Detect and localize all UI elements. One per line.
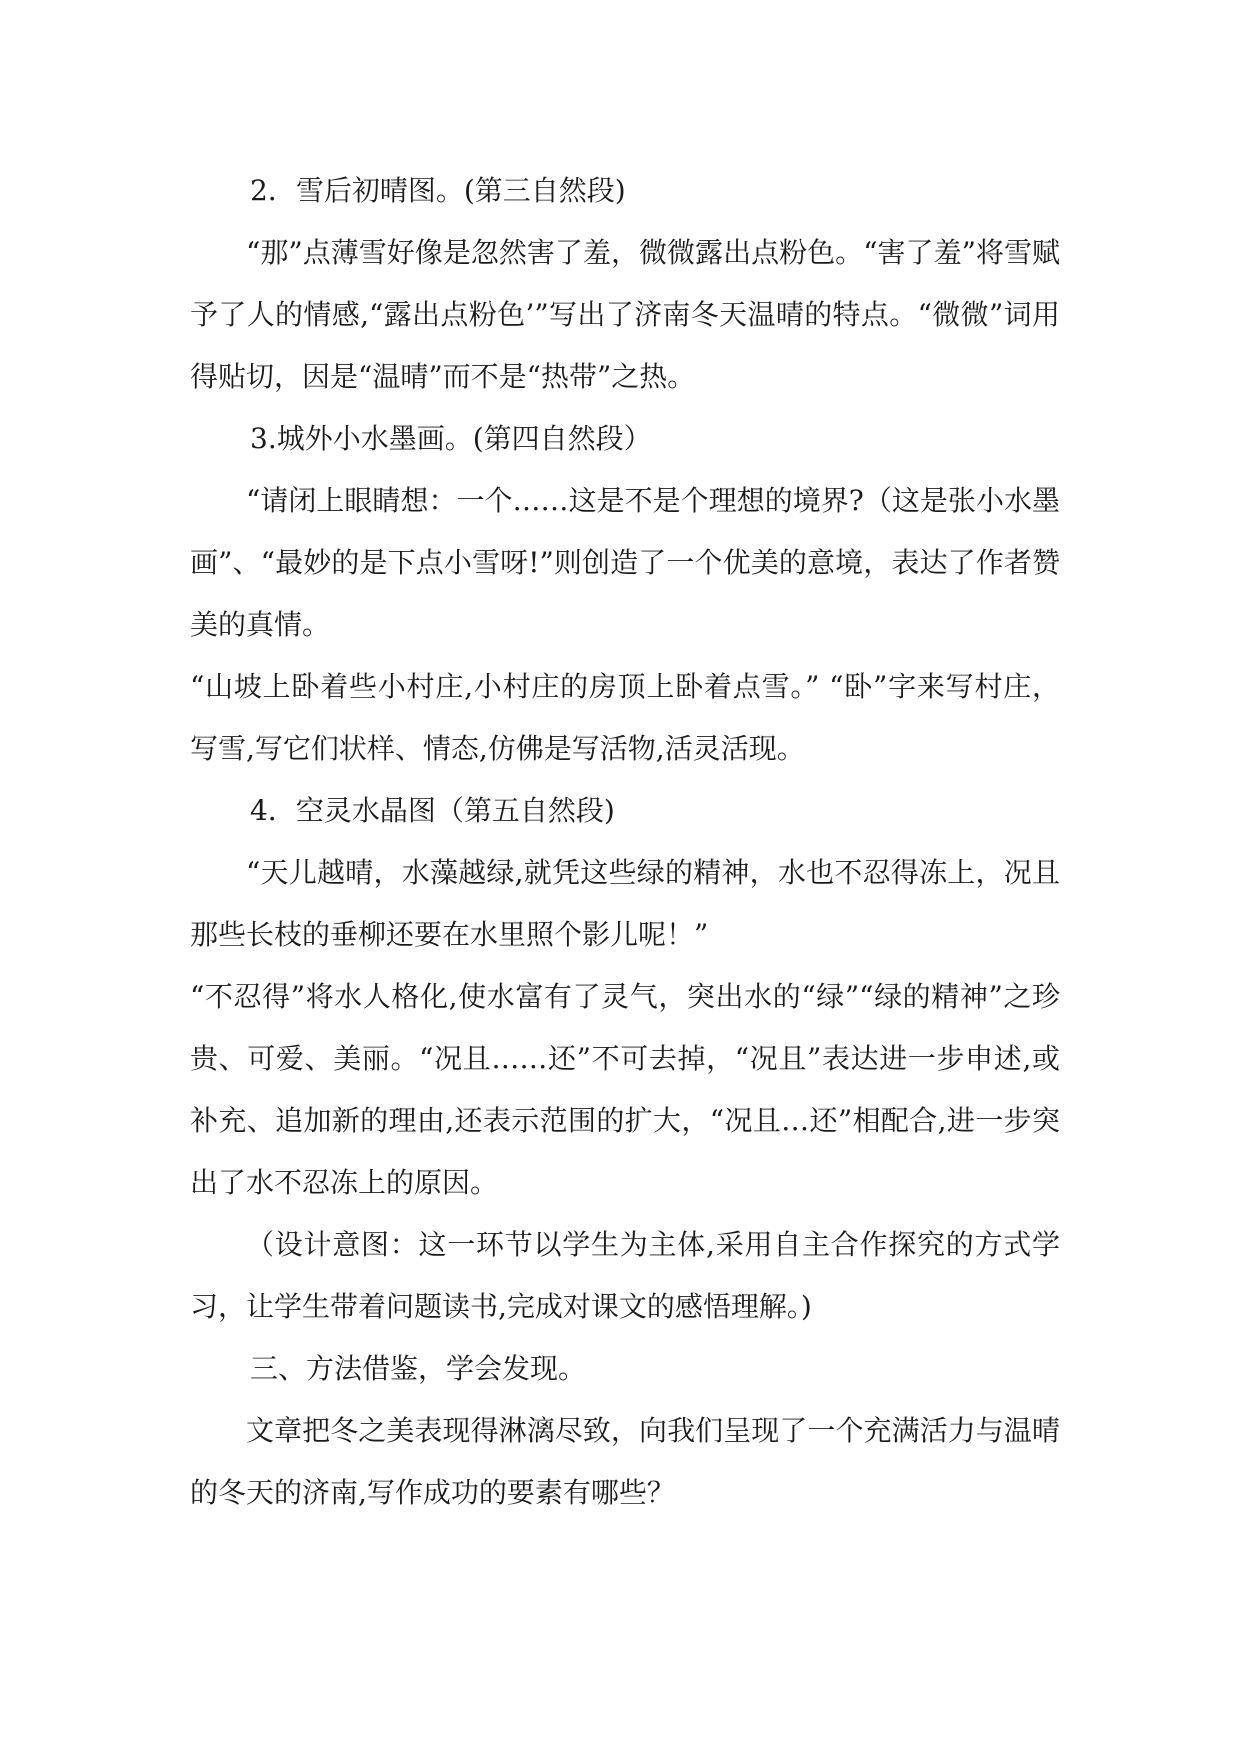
section-heading-crystal: 4．空灵水晶图（第五自然段) bbox=[250, 794, 615, 827]
paragraph-summary-question: 文章把冬之美表现得淋漓尽致，向我们呈现了一个充满活力与温晴的冬天的济南,写作成功的要素有哪些？ bbox=[190, 1414, 1060, 1509]
paragraph-village-analysis: “山坡上卧着些小村庄,小村庄的房顶上卧着点雪。” “卧”字来写村庄，写雪,写它们状样、情态,仿佛是写活物,活灵活现。 bbox=[190, 670, 1060, 765]
paragraph-water-analysis: “不忍得”将水人格化,使水富有了灵气，突出水的“绿”“绿的精神”之珍贵、可爱、美丽。“况且……还”不可去掉，“况且”表达进一步申述,或补充、追加新的理由,还表示范围的扩大，“况且…还”相配合,进一步突出了水不忍冻上的原因。 bbox=[190, 980, 1060, 1199]
section-heading-method: 三、方法借鉴，学会发现。 bbox=[250, 1352, 587, 1385]
section-heading-ink-painting: 3.城外小水墨画。(第四自然段） bbox=[250, 422, 652, 455]
document-body bbox=[190, 160, 1060, 1524]
paragraph-ink-painting-analysis: “请闭上眼睛想：一个……这是不是个理想的境界?（这是张小水墨画”、“最妙的是下点小雪呀!”则创造了一个优美的意境，表达了作者赞美的真情。 bbox=[190, 484, 1060, 641]
paragraph-design-intent: （设计意图：这一环节以学生为主体,采用自主合作探究的方式学习，让学生带着问题读书,完成对课文的感悟理解。) bbox=[190, 1228, 1060, 1323]
paragraph-water-quote: “天儿越晴，水藻越绿,就凭这些绿的精神，水也不忍得冻上，况且那些长枝的垂柳还要在水里照个影儿呢！” bbox=[190, 856, 1060, 951]
paragraph-snow-analysis: “那”点薄雪好像是忽然害了羞，微微露出点粉色。“害了羞”将雪赋予了人的情感,“露出点粉色’”写出了济南冬天温晴的特点。“微微”词用得贴切，因是“温晴”而不是“热带”之热。 bbox=[190, 236, 1060, 393]
section-heading-snow-after-clearing: 2．雪后初晴图。(第三自然段) bbox=[250, 174, 626, 207]
